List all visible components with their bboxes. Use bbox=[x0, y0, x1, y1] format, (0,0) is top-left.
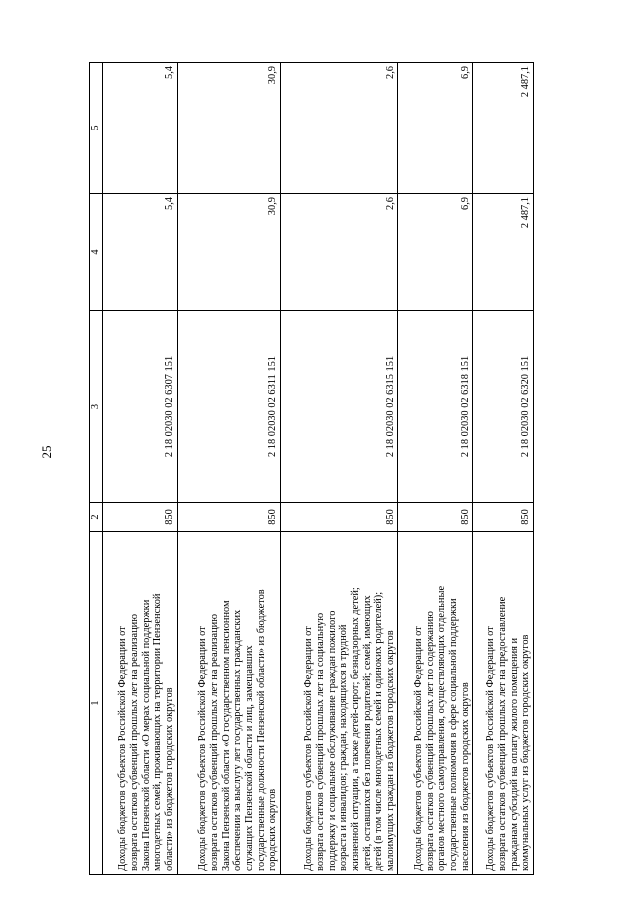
description-line: Доходы бюджетов субъектов Российской Федерации от bbox=[197, 626, 209, 871]
description-line: гражданам субсидий на оплату жилого помещения и bbox=[508, 637, 520, 871]
description-line: городских округов bbox=[267, 788, 279, 871]
budget-code-cell: 2 18 02030 02 6311 151 bbox=[177, 311, 280, 503]
description-line: государственные полномочия в сфере социальной поддержки bbox=[448, 598, 460, 871]
description-line: Доходы бюджетов субъектов Российской Федерации от bbox=[413, 626, 425, 871]
description-line: Доходы бюджетов субъектов Российской Федерации от bbox=[485, 626, 497, 871]
description-line: поддержку и социальное обслуживание граждан пожилого bbox=[326, 610, 338, 871]
description-line: коммунальных услуг из бюджетов городских округов bbox=[520, 634, 532, 871]
budget-code-cell: 2 18 02030 02 6315 151 bbox=[280, 311, 398, 503]
col5-value-cell: 5,4 bbox=[102, 63, 177, 194]
col5-value-cell: 2,6 bbox=[280, 63, 398, 194]
col4-value-cell: 2 487,1 bbox=[473, 194, 534, 311]
admin-code-cell: 850 bbox=[102, 503, 177, 532]
row-description bbox=[280, 532, 398, 875]
description-line: возврата остатков субвенций прошлых лет на реализацию bbox=[128, 613, 140, 871]
col4-value-cell: 6,9 bbox=[398, 194, 473, 311]
description-line: возраста и инвалидов; граждан, находящихся в трудной bbox=[338, 624, 350, 871]
header-col-2: 2 bbox=[90, 503, 103, 532]
row-description bbox=[102, 532, 177, 875]
row-description bbox=[398, 532, 473, 875]
admin-code-cell: 850 bbox=[473, 503, 534, 532]
col5-value-cell: 30,9 bbox=[177, 63, 280, 194]
rotated-table-container bbox=[89, 63, 534, 875]
col4-value-cell: 5,4 bbox=[102, 194, 177, 311]
col5-value-cell: 6,9 bbox=[398, 63, 473, 194]
description-line: многодетных семей, проживающих на территории Пензенской bbox=[152, 593, 164, 871]
admin-code-cell: 850 bbox=[177, 503, 280, 532]
description-line: населения из бюджетов городских округов bbox=[459, 682, 471, 871]
row-description bbox=[177, 532, 280, 875]
row-description bbox=[473, 532, 534, 875]
admin-code-cell: 850 bbox=[398, 503, 473, 532]
table-row bbox=[102, 63, 177, 875]
description-line: государственные должности Пензенской области» из бюджетов bbox=[255, 589, 267, 871]
header-col-5: 5 bbox=[90, 63, 103, 194]
description-line: области» из бюджетов городских округов bbox=[163, 687, 175, 871]
table-row bbox=[398, 63, 473, 875]
table-row bbox=[473, 63, 534, 875]
budget-income-table bbox=[89, 62, 534, 875]
budget-code-cell: 2 18 02030 02 6307 151 bbox=[102, 311, 177, 503]
description-line: Доходы бюджетов субъектов Российской Федерации от bbox=[117, 626, 129, 871]
description-line: возврата остатков субвенций прошлых лет на реализацию bbox=[209, 613, 221, 871]
description-line: Доходы бюджетов субъектов Российской Федерации от bbox=[303, 626, 315, 871]
description-line: Закона Пензенской области «О мерах социальной поддержки bbox=[140, 599, 152, 871]
description-line: возврата остатков субвенций прошлых лет на социальную bbox=[314, 612, 326, 871]
description-line: обеспечении за выслугу лет государственных гражданских bbox=[232, 609, 244, 871]
table-header-row bbox=[90, 63, 103, 875]
description-line: жизненной ситуации, а также детей-сирот; безнадзорных детей; bbox=[349, 587, 361, 871]
description-line: органов местного самоуправления, осуществляющих отдельные bbox=[436, 585, 448, 871]
table-row bbox=[177, 63, 280, 875]
header-col-3: 3 bbox=[90, 311, 103, 503]
budget-code-cell: 2 18 02030 02 6318 151 bbox=[398, 311, 473, 503]
description-line: возврата остатков субвенций прошлых лет на предоставление bbox=[497, 596, 509, 871]
description-line: малоимущих граждан из бюджетов городских округов bbox=[384, 630, 396, 871]
description-line: Закона Пензенской области «О государственном пенсионном bbox=[220, 600, 232, 871]
admin-code-cell: 850 bbox=[280, 503, 398, 532]
page-number: 25 bbox=[39, 445, 54, 459]
header-col-4: 4 bbox=[90, 194, 103, 311]
description-line: возврата остатков субвенций прошлых лет по содержанию bbox=[424, 611, 436, 871]
col4-value-cell: 30,9 bbox=[177, 194, 280, 311]
col4-value-cell: 2,6 bbox=[280, 194, 398, 311]
description-line: детей (в том числе многодетных семей и одиноких родителей); bbox=[373, 591, 385, 871]
header-col-1: 1 bbox=[90, 532, 103, 875]
budget-code-cell: 2 18 02030 02 6320 151 bbox=[473, 311, 534, 503]
table-row bbox=[280, 63, 398, 875]
col5-value-cell: 2 487,1 bbox=[473, 63, 534, 194]
description-line: служащих Пензенской области и лиц, замещавших bbox=[243, 645, 255, 871]
description-line: детей, оставшихся без попечения родителей; семей, имеющих bbox=[361, 595, 373, 871]
